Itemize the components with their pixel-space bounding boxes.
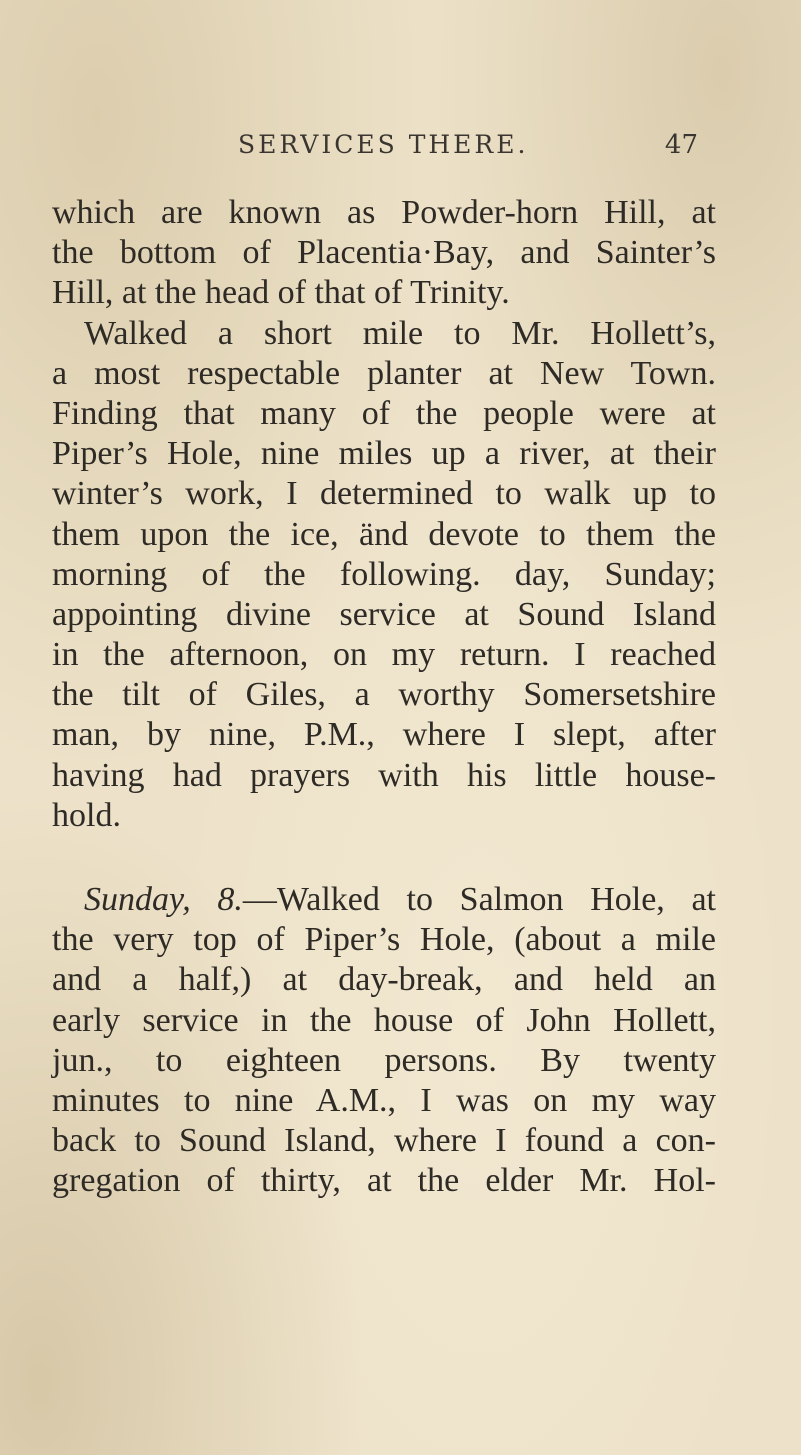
- text-line: which are known as Powder-horn Hill, at: [52, 194, 716, 231]
- text-line: and a half,) at day-break, and held an: [52, 961, 716, 999]
- text-line-rest: —Walked to Salmon Hole, at: [242, 881, 717, 918]
- text-line: a most respectable planter at New Town.: [52, 354, 716, 392]
- text-line: them upon the ice, änd devote to them the: [52, 515, 716, 553]
- text-line: the bottom of Placentia·Bay, and Sainter’s: [52, 234, 716, 272]
- date-label: Sunday, 8.: [84, 881, 243, 918]
- running-head: [238, 130, 708, 164]
- text-line: Piper’s Hole, nine miles up a river, at their: [52, 435, 716, 473]
- text-line: the tilt of Giles, a worthy Somersetshire: [52, 676, 716, 714]
- text-line: minutes to nine A.M., I was on my way: [52, 1081, 716, 1119]
- text-line: jun., to eighteen persons. By twenty: [52, 1041, 716, 1079]
- text-line: appointing divine service at Sound Island: [52, 595, 716, 633]
- text-line: winter’s work, I determined to walk up to: [52, 475, 716, 513]
- text-line: in the afternoon, on my return. I reached: [52, 636, 716, 674]
- text-line: the very top of Piper’s Hole, (about a mile: [52, 921, 716, 959]
- text-line: Finding that many of the people were at: [52, 394, 716, 432]
- page-number: 47: [664, 130, 698, 160]
- body-text: [52, 193, 716, 1202]
- running-title: SERVICES THERE.: [238, 130, 529, 159]
- text-line: hold.: [52, 796, 121, 834]
- text-line: having had prayers with his little house-: [52, 756, 716, 794]
- text-line: man, by nine, P.M., where I slept, after: [52, 716, 716, 754]
- text-line: gregation of thirty, at the elder Mr. Hol-: [52, 1162, 716, 1200]
- text-line: early service in the house of John Hollett,: [52, 1001, 716, 1039]
- text-line: morning of the following. day, Sunday;: [52, 555, 716, 593]
- text-line: Walked a short mile to Mr. Hollett’s,: [84, 314, 716, 352]
- text-line: Hill, at the head of that of Trinity.: [52, 274, 510, 312]
- paragraph-gap: [52, 836, 716, 880]
- text-line: [52, 880, 716, 920]
- text-line: back to Sound Island, where I found a con-: [52, 1122, 716, 1160]
